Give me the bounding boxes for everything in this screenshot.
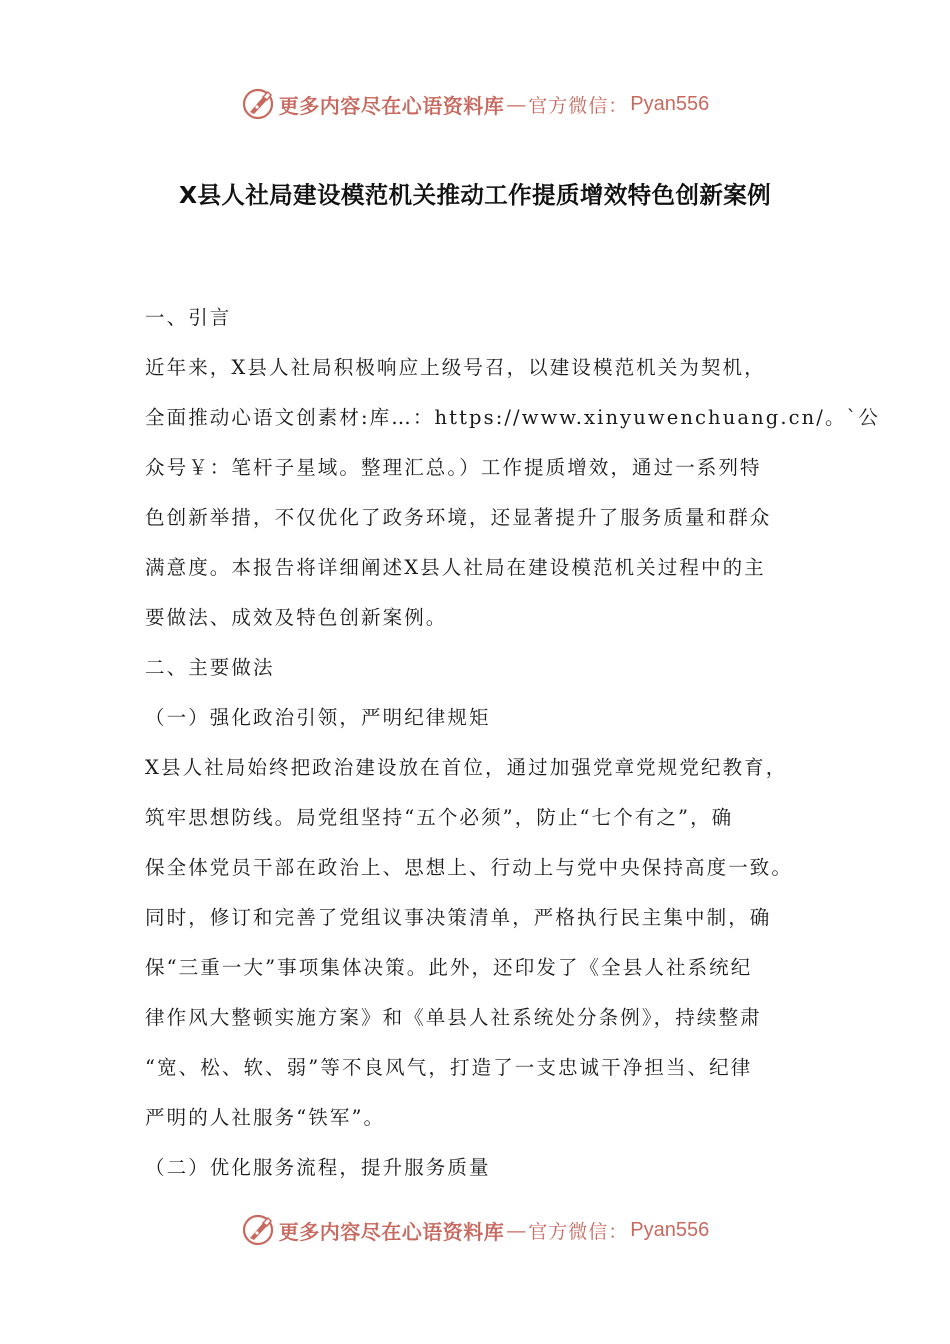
section-heading-main-practices: 二、主要做法 (145, 656, 275, 679)
body-line: 同时，修订和完善了党组议事决策清单，严格执行民主集中制，确 (145, 906, 772, 929)
header-banner (0, 82, 950, 126)
banner-main-text: 更多内容尽在心语资料库 (278, 1219, 505, 1244)
body-line: 全面推动心语文创素材:库…：https://www.xinyuwenchuang.cn/。`公 (145, 406, 881, 429)
section-heading-intro: 一、引言 (145, 306, 232, 329)
pen-nib-logo-icon (241, 87, 275, 121)
subsection-heading-political-guidance: （一）强化政治引领，严明纪律规矩 (145, 706, 491, 729)
banner-wechat-label: 官方微信： (528, 1220, 629, 1243)
body-line: 近年来，X县人社局积极响应上级号召，以建设模范机关为契机， (145, 356, 766, 379)
body-line: “宽、松、软、弱”等不良风气，打造了一支忠诚干净担当、纪律 (145, 1056, 753, 1079)
body-line: 色创新举措，不仅优化了政务环境，还显著提升了服务质量和群众 (145, 506, 772, 529)
banner-wechat-id: Pyan556 (630, 1218, 710, 1241)
body-line: X县人社局始终把政治建设放在首位，通过加强党章党规党纪教育， (145, 756, 788, 779)
body-line: 要做法、成效及特色创新案例。 (145, 606, 448, 629)
body-line: 律作风大整顿实施方案》和《单县人社系统处分条例》，持续整肃 (145, 1006, 762, 1029)
body-line: 筑牢思想防线。局党组坚持“五个必须”，防止“七个有之”，确 (145, 806, 734, 829)
body-line: 保全体党员干部在政治上、思想上、行动上与党中央保持高度一致。 (145, 856, 794, 879)
document-body (145, 298, 881, 1198)
banner-wechat-label: 官方微信： (528, 94, 629, 117)
body-line: 众号￥：笔杆子星域。整理汇总。）工作提质增效，通过一系列特 (145, 456, 762, 479)
body-line: 满意度。本报告将详细阐述X县人社局在建设模范机关过程中的主 (145, 556, 766, 579)
banner-separator: — (506, 1218, 527, 1242)
document-title: X县人社局建设模范机关推动工作提质增效特色创新案例 (178, 181, 772, 209)
subsection-heading-service-flow: （二）优化服务流程，提升服务质量 (145, 1156, 491, 1179)
body-line: 严明的人社服务“铁军”。 (145, 1106, 386, 1129)
banner-separator: — (506, 92, 527, 116)
footer-banner (0, 1208, 950, 1252)
body-line: 保“三重一大”事项集体决策。此外，还印发了《全县人社系统纪 (145, 956, 753, 979)
banner-wechat-id: Pyan556 (630, 92, 710, 115)
banner-main-text: 更多内容尽在心语资料库 (278, 93, 505, 118)
pen-nib-logo-icon (241, 1213, 275, 1247)
